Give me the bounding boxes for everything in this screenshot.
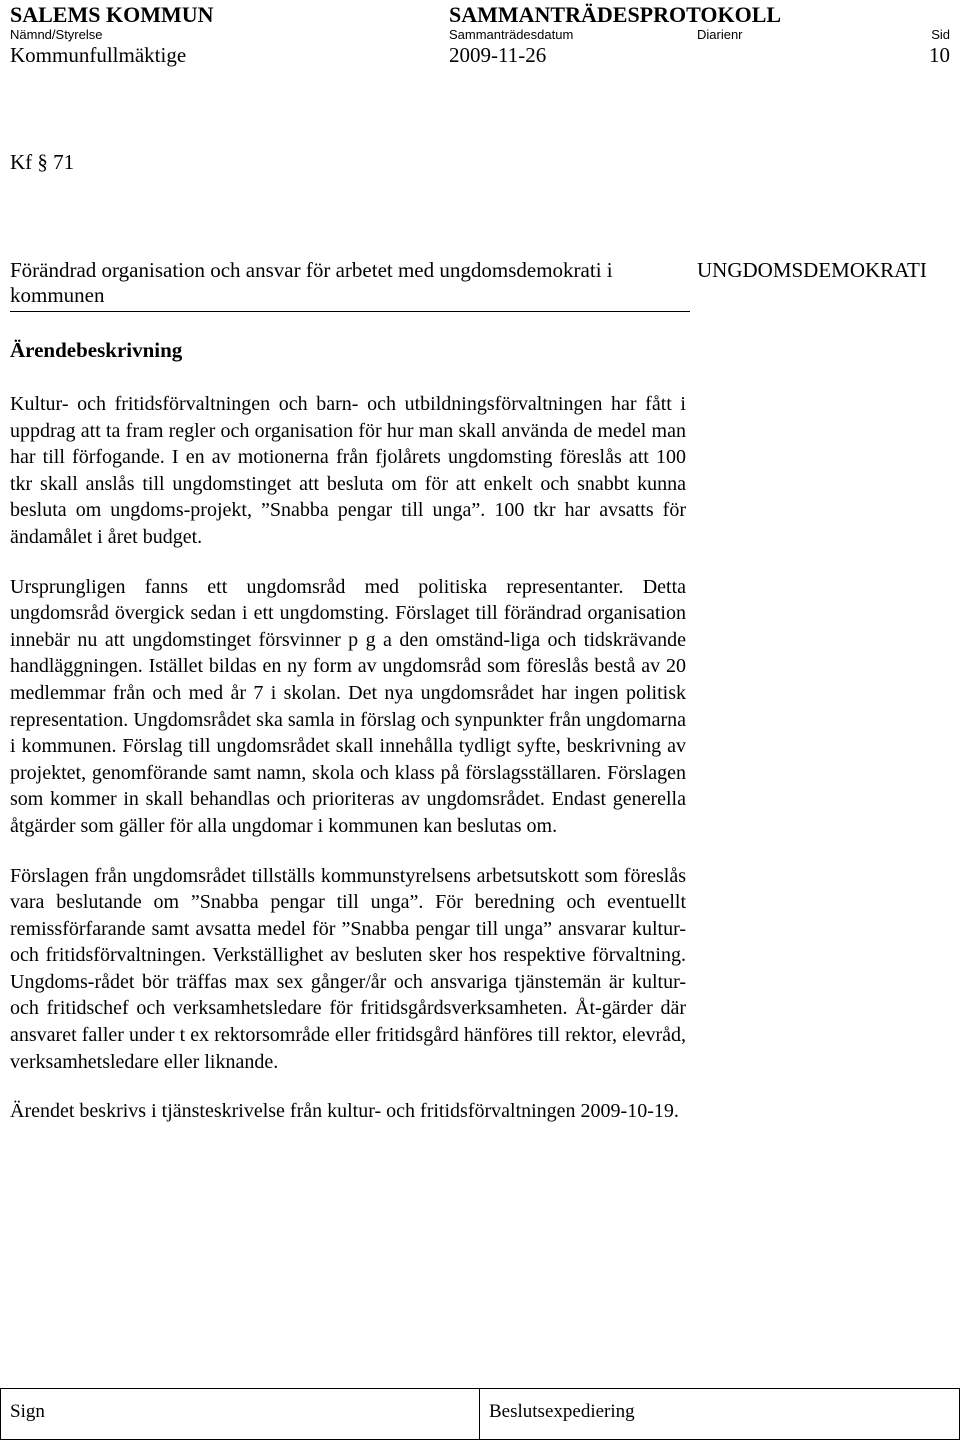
committee-value: Kommunfullmäktige [10,43,187,67]
page-label: Sid [931,27,950,42]
matter-title [10,258,690,312]
footer-divider [479,1389,480,1439]
body-paragraph: Ursprungligen fanns ett ungdomsråd med politiska representanter. Detta ungdomsråd övergick sedan i ett ungdomsting. Förslaget till förändrad organisation innebär nu att ungdomstinget försvinner p g a den omständ-liga och tidskrävande handläggningen. Istället bildas en ny form av ungdomsråd som föreslås bestå av 20 medlemmar från och med år 7 i skolan. Det nya ungdomsrådet har ingen politisk representation. Ungdomsrådet ska samla in förslag och synpunkter från ungdomarna i kommunen. Förslag till ungdomsrådet skall innehålla tydligt syfte, beskrivning av projektet, genomförande samt namn, skola och klass på förslagsställaren. Förslagen som kommer in skall behandlas och prioriteras av ungdomsrådet. Endast generella åtgärder som gäller för alla ungdomar i kommunen kan beslutas om. [10,575,686,837]
header-title-row [10,2,950,28]
body-paragraph: Förslagen från ungdomsrådet tillställs kommunstyrelsens arbetsutskott som föreslås vara beslutande om ”Snabba pengar till unga”. För beredning och eventuellt remissförfarande samt avsatta medel för ”Snabba pengar till unga” ansvarar kultur- och fritidsförvaltningen. Verkställighet av besluten sker hos respektive förvaltning. Ungdoms-rådet bör träffas max sex gånger/år och ansvariga tjänstemän är kultur-och fritidschef och verksamhetsledare för fritidsgårdsverksamheten. Åt-gärder där ansvaret faller under t ex rektorsområde eller fritidsgård hänföres till rektor, elevråd, verksamhetsledare eller liknande. [10,864,686,1073]
meeting-date-value: 2009-11-26 [449,43,547,67]
document-type: SAMMANTRÄDESPROTOKOLL [449,2,782,27]
body-text [10,391,686,1148]
sign-label: Sign [10,1401,45,1422]
page-number: 10 [929,43,950,67]
header-values-row [10,43,950,69]
body-paragraph: Ärendet beskrivs i tjänsteskrivelse från kultur- och fritidsförvaltningen 2009-10-19. [10,1100,679,1123]
meeting-date-label: Sammanträdesdatum [449,27,574,42]
expedition-label: Beslutsexpediering [489,1401,635,1422]
header-labels-row [10,27,950,43]
matter-title-line: kommunen [10,283,105,307]
committee-label: Nämnd/Styrelse [10,27,103,42]
matter-title-line: Förändrad organisation och ansvar för arbetet med ungdomsdemokrati i [10,258,613,282]
footer-box [0,1388,960,1440]
matter-category: UNGDOMSDEMOKRATI [697,258,927,282]
municipality-name: SALEMS KOMMUN [10,2,214,27]
diary-number-label: Diarienr [697,27,743,42]
body-paragraph: Kultur- och fritidsförvaltningen och barn- och utbildningsförvaltningen har fått i uppdrag att ta fram regler och organisation för hur man skall använda de medel man har till förfogande. I en av motionerna från fjolårets ungdomsting föreslås att 100 tkr skall anslås till ungdomstinget att besluta om för att enkelt och snabbt kunna besluta om ungdoms-projekt, ”Snabba pengar till unga”. 100 tkr har avsatts för ändamålet i året budget. [10,393,686,548]
section-heading: Ärendebeskrivning [10,338,183,362]
paragraph-reference: Kf § 71 [10,150,75,174]
